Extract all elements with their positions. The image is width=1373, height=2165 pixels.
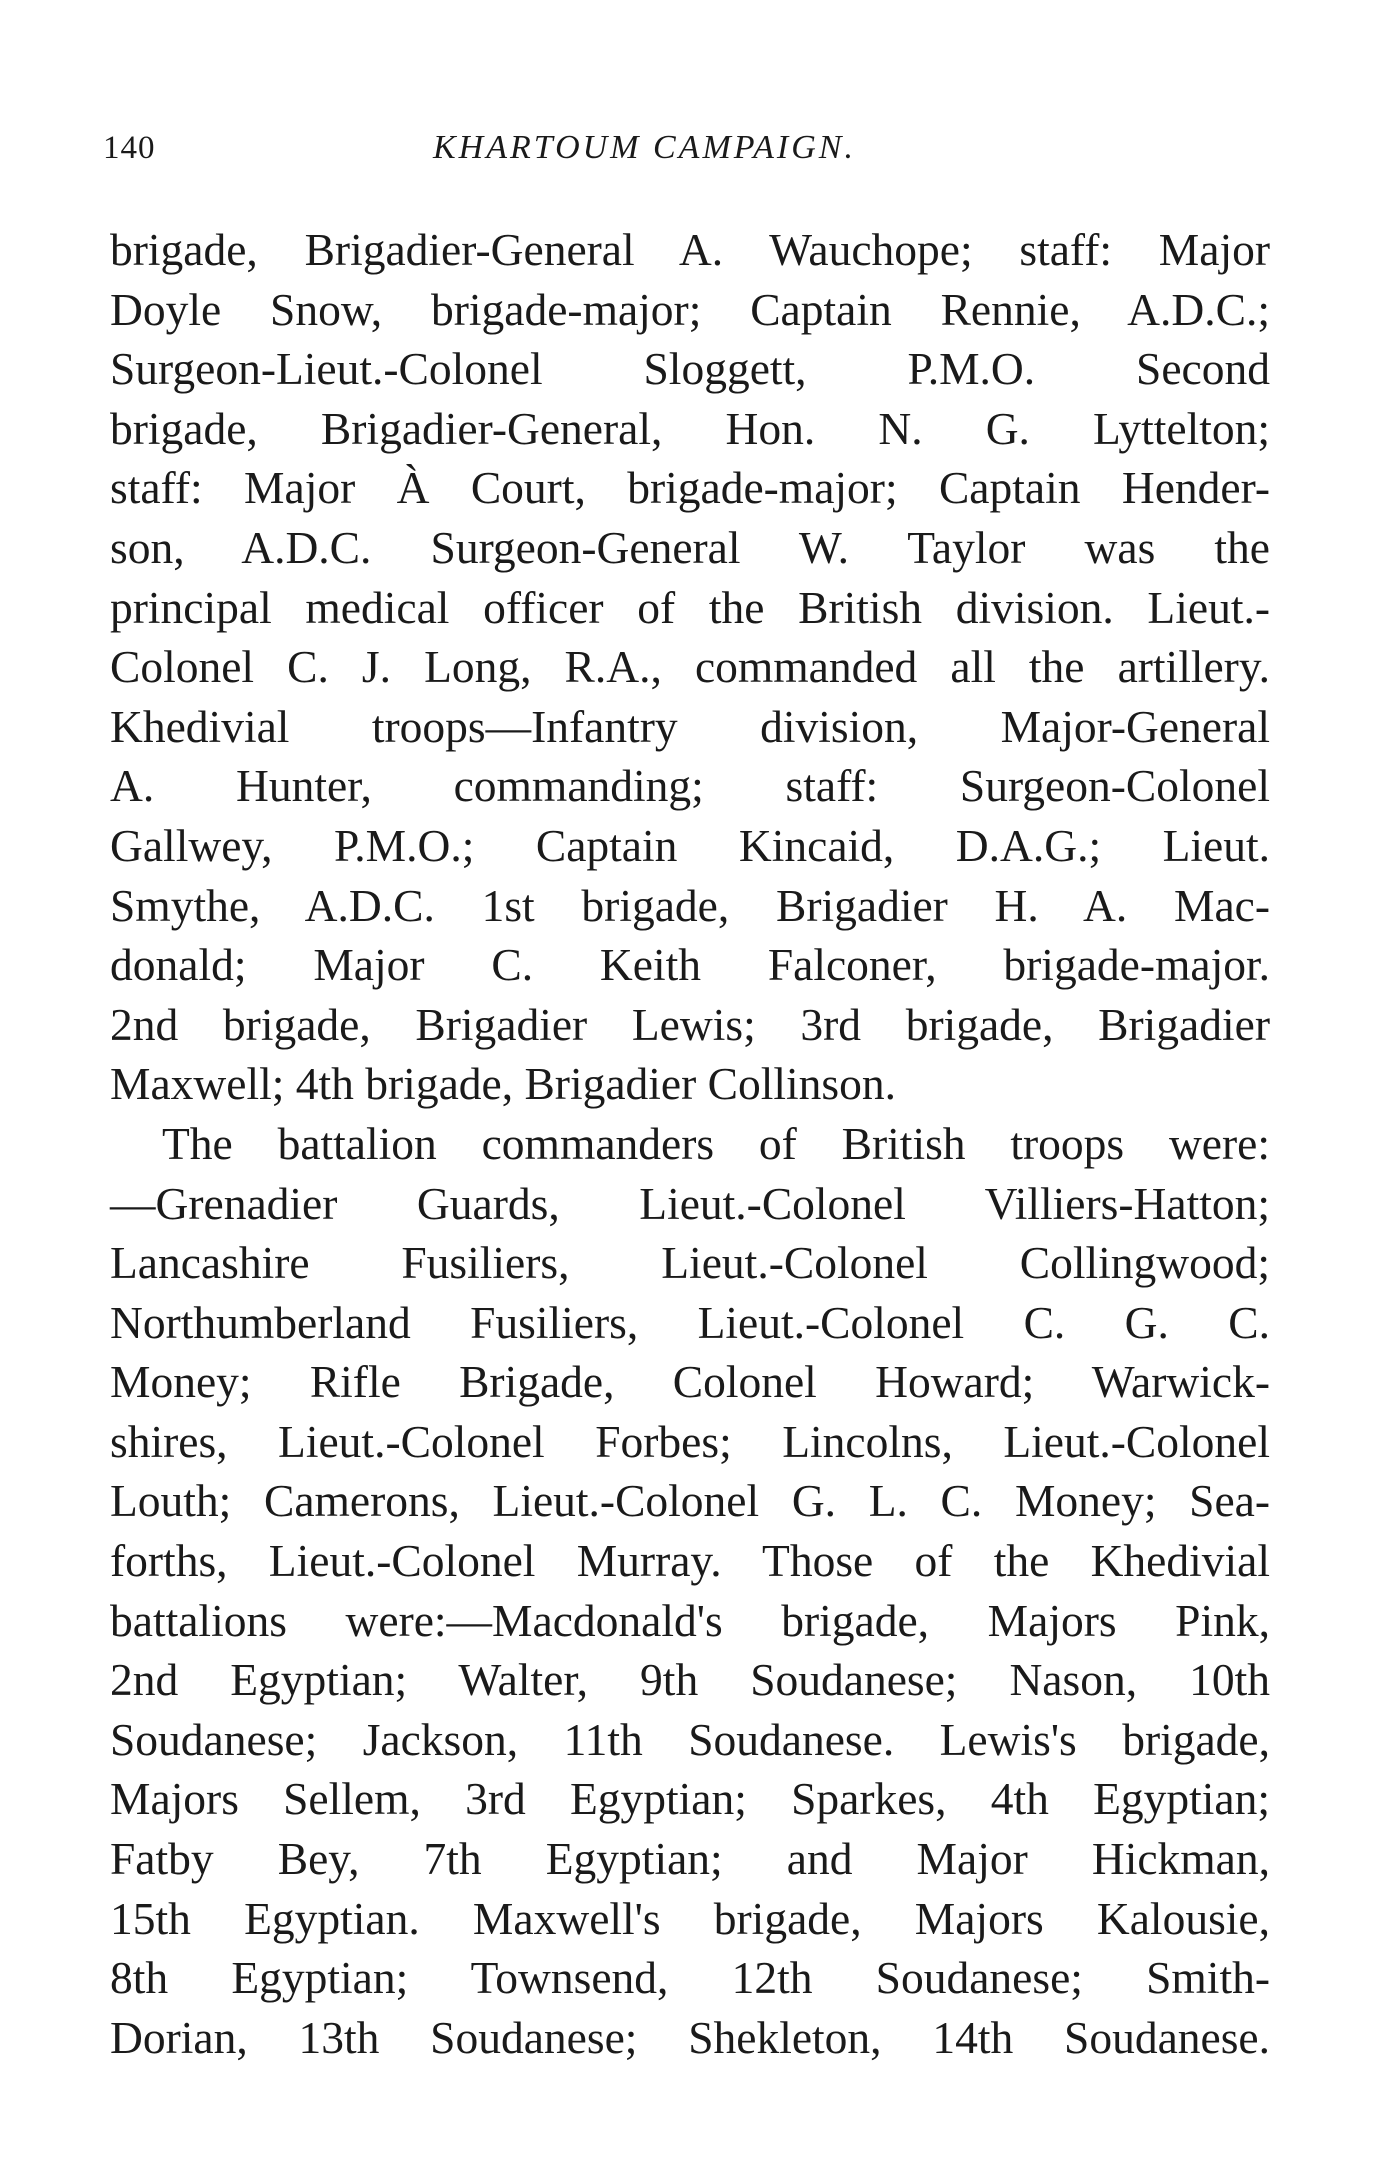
text-line: 8th Egyptian; Townsend, 12th Soudanese; Smith- — [110, 1952, 1270, 2004]
text-line: Money; Rifle Brigade, Colonel Howard; Warwick- — [110, 1356, 1270, 1408]
text-line: son, A.D.C. Surgeon-General W. Taylor was the — [110, 521, 1270, 573]
text-line: Soudanese; Jackson, 11th Soudanese. Lewis's brigade, — [110, 1713, 1270, 1765]
text-line: shires, Lieut.-Colonel Forbes; Lincolns, Lieut.-Colonel — [110, 1415, 1270, 1467]
paragraph — [110, 220, 1270, 1114]
text-line: Louth; Camerons, Lieut.-Colonel G. L. C. Money; Sea- — [110, 1475, 1270, 1527]
paragraph — [110, 1114, 1270, 2068]
text-line: Majors Sellem, 3rd Egyptian; Sparkes, 4th Egyptian; — [110, 1773, 1270, 1825]
text-line: Khedivial troops—Infantry division, Major-General — [110, 700, 1270, 752]
text-line: Surgeon-Lieut.-Colonel Sloggett, P.M.O. Second — [110, 343, 1270, 395]
text-line: 2nd brigade, Brigadier Lewis; 3rd brigade, Brigadier — [110, 998, 1270, 1050]
text-line: battalions were:—Macdonald's brigade, Majors Pink, — [110, 1594, 1270, 1646]
body-text — [110, 220, 1270, 2067]
text-line: Lancashire Fusiliers, Lieut.-Colonel Collingwood; — [110, 1237, 1270, 1289]
text-line: brigade, Brigadier-General A. Wauchope; staff: Major — [110, 224, 1270, 275]
text-line: brigade, Brigadier-General, Hon. N. G. Lyttelton; — [110, 402, 1270, 454]
text-line: Dorian, 13th Soudanese; Shekleton, 14th Soudanese. — [110, 2011, 1270, 2063]
text-line: 2nd Egyptian; Walter, 9th Soudanese; Nason, 10th — [110, 1654, 1270, 1706]
page-header — [103, 128, 1278, 188]
text-line: Colonel C. J. Long, R.A., commanded all the artillery. — [110, 641, 1270, 693]
text-line: —Grenadier Guards, Lieut.-Colonel Villiers-Hatton; — [110, 1177, 1270, 1229]
text-line: 15th Egyptian. Maxwell's brigade, Majors Kalousie, — [110, 1892, 1270, 1944]
text-line: The battalion commanders of British troops were: — [162, 1117, 1270, 1169]
text-line: Smythe, A.D.C. 1st brigade, Brigadier H. A. Mac- — [110, 879, 1270, 931]
text-line: A. Hunter, commanding; staff: Surgeon-Colonel — [110, 760, 1270, 812]
text-line: Fatby Bey, 7th Egyptian; and Major Hickman, — [110, 1833, 1270, 1885]
text-line: donald; Major C. Keith Falconer, brigade-major. — [110, 939, 1270, 991]
text-line: Northumberland Fusiliers, Lieut.-Colonel C. G. C. — [110, 1296, 1270, 1348]
text-line: Maxwell; 4th brigade, Brigadier Collinson. — [110, 1058, 897, 1110]
text-line: Doyle Snow, brigade-major; Captain Rennie, A.D.C.; — [110, 283, 1270, 335]
text-line: principal medical officer of the British division. Lieut.- — [110, 581, 1270, 633]
running-title: KHARTOUM CAMPAIGN. — [433, 129, 856, 166]
text-line: staff: Major À Court, brigade-major; Captain Hender- — [110, 462, 1270, 514]
text-line: Gallwey, P.M.O.; Captain Kincaid, D.A.G.; Lieut. — [110, 819, 1270, 871]
text-line: forths, Lieut.-Colonel Murray. Those of the Khedivial — [110, 1535, 1270, 1587]
page-number: 140 — [103, 130, 156, 166]
